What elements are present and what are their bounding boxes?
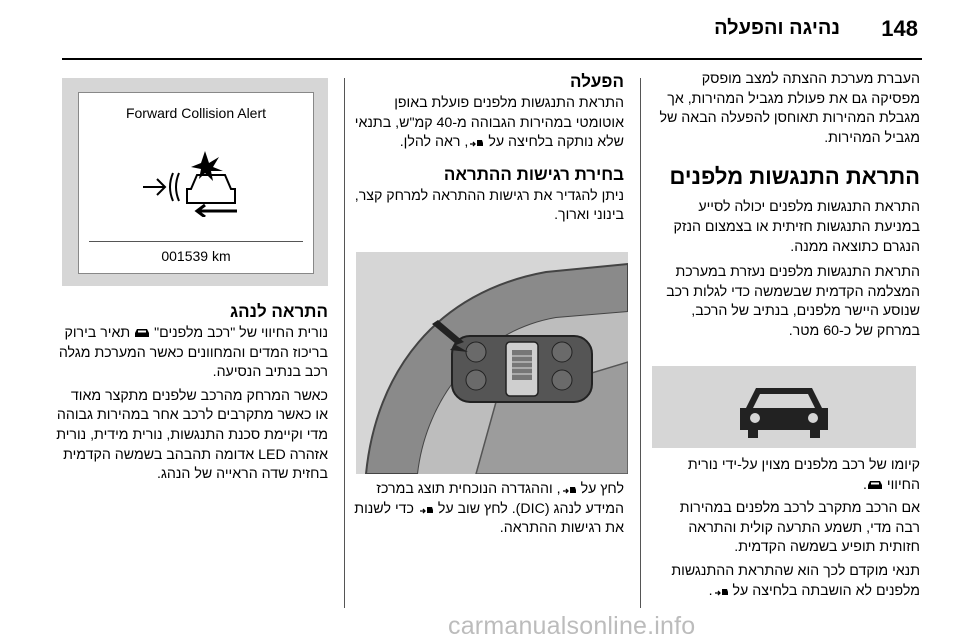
vehicle-ahead-icon (134, 327, 150, 339)
display-divider (89, 241, 303, 242)
driver-alert-paragraph-2: כאשר המרחק מהרכב שלפנים מתקצר מאוד או כאשר מתקרבים לרכב אחר במהירות גבוהה מדי וקיימת סכנת התנגשות, נורית מידית, נורית אזהרה LED אדומה תהבהב בשמשה הקדמית בחזית שדה הראייה של הנהג. (56, 387, 328, 483)
middle-column-lower (352, 480, 624, 539)
driver-alert-heading: התראה לנהג (230, 302, 328, 321)
left-column (56, 300, 328, 485)
press-text-c: כדי לשנות את רגישות ההתראה. (354, 500, 624, 537)
approach-paragraph: אם הרכב מתקרב לרכב מלפנים במהירות רבה מדי, תשמע התרעה קולית והתראה חזותית תופיע בשמשה הקדמית. (679, 500, 920, 556)
indicator-text-end: . (863, 476, 867, 493)
dic-screen (78, 92, 314, 274)
page-number: 148 (881, 16, 918, 41)
activation-paragraph (352, 94, 624, 153)
collision-alert-button-icon (561, 483, 577, 495)
collision-alert-button-icon (468, 136, 484, 148)
right-column (652, 70, 920, 342)
collision-alert-button-icon (418, 503, 434, 515)
vehicle-ahead-icon (867, 479, 883, 491)
driver-alert-text-b: תאיר בירוק בריכוז המדים והמחוונים כאשר המערכת מגלה רכב בנתיב הנסיעה. (58, 325, 328, 381)
column-divider-left (344, 78, 345, 608)
press-text-b: , וההגדרה הנוכחית תוצג במרכז המידע לנהג (DIC). לחץ שוב על (376, 481, 624, 517)
driver-alert-text-a: נורית החיווי של "רכב מלפנים" (154, 325, 328, 341)
precondition-text: תנאי מוקדם לכך הוא שהתראת ההתנגשות מלפנים לא הושבתה בלחיצה על (671, 562, 920, 599)
indicator-paragraph (652, 456, 920, 495)
precondition-paragraph (652, 562, 920, 601)
dic-display-figure (62, 78, 328, 286)
header-rule (62, 58, 922, 60)
activation-text: התראת התנגשות מלפנים פועלת באופן אוטומטי במהירות הגבוהה מ-40 קמ"ש, בתנאי שלא נותקה בלחיצה על (354, 95, 624, 151)
press-button-paragraph (352, 480, 624, 539)
column-divider-right (640, 78, 641, 608)
collision-alert-button-icon (713, 585, 729, 597)
steering-wheel-figure (356, 252, 628, 474)
forward-collision-icon (139, 147, 249, 217)
vehicle-ahead-icon (652, 366, 916, 448)
intro-paragraph: התראת התנגשות מלפנים יכולה לסייע במניעת התנגשות חזיתית או בצמצום הנזק הנגרם כתוצאה ממנה. (673, 199, 920, 255)
watermark: carmanualsonline.info (448, 612, 696, 640)
display-title: Forward Collision Alert (125, 105, 267, 121)
steering-wheel-illustration (356, 252, 628, 474)
activation-text-end: , ראה להלן. (399, 134, 469, 151)
sensitivity-paragraph: ניתן להגדיר את רגישות ההתראה למרחק קצר, בינוני וארוך. (354, 187, 624, 224)
page-header (0, 0, 960, 62)
page-title: נהיגה והפעלה (714, 17, 840, 39)
activation-heading: הפעלה (570, 72, 624, 91)
ignition-off-paragraph: העברת מערכת ההצתה למצב מופסק מפסיקה גם את פעולת מגביל המהירות, אך מגבלת המהירות תאוחסן להפעלה הבאה של מגביל המהירות. (659, 71, 920, 146)
sensitivity-heading: בחירת רגישות ההתראה (443, 164, 624, 184)
indicator-text: קיומו של רכב מלפנים מצוין על-ידי נורית החיווי (687, 457, 920, 493)
camera-paragraph: התראת התנגשות מלפנים נעזרת במערכת המצלמה הקדמית שבשמשה כדי לגלות רכב שנוסע היישר מלפנים, בנתיב של הרכב, במרחק של כ-60 מטר. (666, 264, 920, 339)
section-heading-forward-collision: התראת התנגשות מלפנים (669, 164, 920, 190)
press-text-a: לחץ על (580, 481, 624, 497)
display-odometer: 001539 km (161, 248, 231, 264)
driver-alert-paragraph-1 (56, 324, 328, 383)
precondition-text-end: . (708, 582, 713, 599)
middle-column (352, 70, 624, 226)
vehicle-ahead-figure (652, 366, 916, 448)
right-column-lower (652, 456, 920, 601)
